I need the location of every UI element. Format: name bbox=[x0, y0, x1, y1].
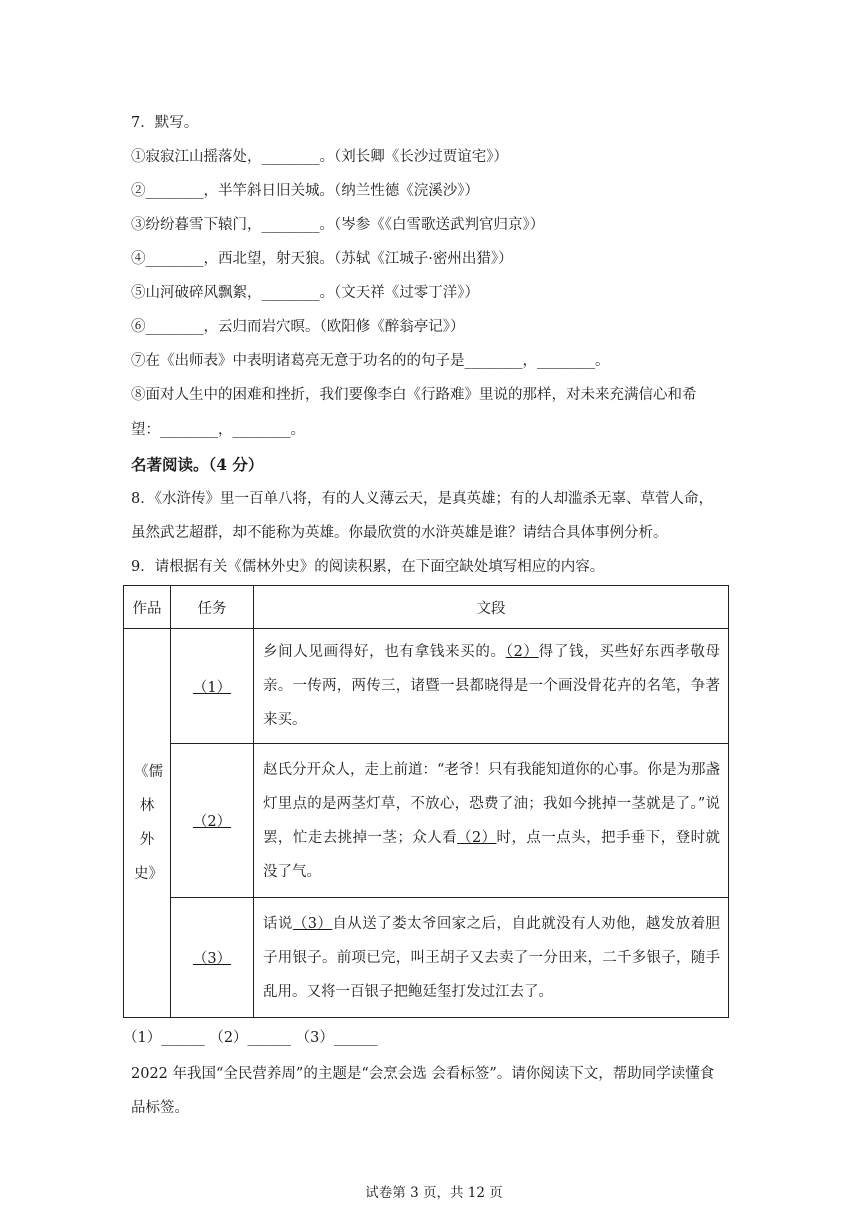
table-header-row bbox=[124, 586, 729, 629]
passage-blank-mark: （2） bbox=[505, 644, 539, 660]
dictation-item-3: ③纷纷暮雪下辕门，________。（岑参《《白雪歌送武判官归京》） bbox=[131, 217, 545, 233]
passage-blank-mark: （3） bbox=[292, 915, 333, 932]
table-row bbox=[124, 629, 729, 744]
work-name: 《儒林外史》 bbox=[134, 764, 163, 882]
question-8-line-2: 虽然武艺超群，却不能称为英雄。你最欣赏的水浒英雄是谁？请结合具体事例分析。 bbox=[131, 525, 668, 541]
intro-line-2: 品标签。 bbox=[131, 1100, 189, 1116]
passage-text: 得了钱，买些好东西孝敬母亲。一传两，两传三，诸暨一县都晓得是一个画没骨花卉的名笔，争著来买。 bbox=[263, 644, 721, 728]
passage-cell bbox=[254, 744, 729, 898]
intro-line-1: 2022 年我国“全民营养周”的主题是“会烹会选 会看标签”。请你阅读下文，帮助同学读懂食 bbox=[131, 1066, 715, 1082]
page-footer: 试卷第 3 页，共 12 页 bbox=[365, 1185, 503, 1201]
header-passage: 文段 bbox=[254, 586, 729, 629]
reading-table bbox=[123, 585, 729, 1018]
question-7-title: 7．默写。 bbox=[131, 115, 199, 131]
dictation-item-2: ②________，半竿斜日旧关城。（纳兰性德《浣溪沙》） bbox=[131, 183, 479, 199]
task-cell bbox=[171, 629, 254, 744]
dictation-item-7: ⑦在《出师表》中表明诸葛亮无意于功名的的句子是________，________。 bbox=[131, 353, 610, 369]
task-cell bbox=[171, 898, 254, 1018]
answer-blanks: （1）______ （2）______ （3）______ bbox=[123, 1030, 378, 1046]
work-cell bbox=[124, 629, 171, 1018]
dictation-item-8-cont: 望：________，________。 bbox=[131, 422, 305, 438]
header-task: 任务 bbox=[171, 586, 254, 629]
passage-text: 乡间人见画得好，也有拿钱来买的。 bbox=[263, 644, 506, 660]
passage-text: 自从送了娄太爷回家之后，自此就没有人劝他，越发放着胆子用银子。前项已完，叫王胡子又去卖了一分田来，二千多银子，随手乱用。又将一百银子把鲍廷玺打发过江去了。 bbox=[263, 915, 721, 1000]
table-row bbox=[124, 898, 729, 1018]
passage-text: 赵氏分开众人，走上前道：“老爷！只有我能知道你的心事。你是为那盏灯里点的是两茎灯草，不放心，恐费了油；我如今挑掉一茎就是了。”说罢，忙走去挑掉一茎；众人看 bbox=[263, 761, 720, 846]
header-work: 作品 bbox=[124, 586, 171, 629]
dictation-item-4: ④________，西北望，射天狼。（苏轼《江城子·密州出猎》） bbox=[131, 251, 513, 267]
task-label: （3） bbox=[192, 951, 232, 967]
dictation-item-1: ①寂寂江山摇落处，________。（刘长卿《长沙过贾谊宅》） bbox=[131, 149, 508, 165]
dictation-item-5: ⑤山河破碎风飘絮，________。（文天祥《过零丁洋》） bbox=[131, 285, 479, 301]
task-label: （2） bbox=[192, 814, 232, 830]
task-label: （1） bbox=[192, 679, 232, 696]
question-9-title: 9．请根据有关《儒林外史》的阅读积累，在下面空缺处填写相应的内容。 bbox=[131, 559, 605, 575]
passage-text: 话说 bbox=[263, 915, 293, 932]
passage-cell bbox=[254, 898, 729, 1018]
passage-blank-mark: （2） bbox=[457, 829, 497, 846]
dictation-item-6: ⑥________，云归而岩穴暝。（欧阳修《醉翁亭记》） bbox=[131, 319, 465, 335]
table-row bbox=[124, 744, 729, 898]
section-title: 名著阅读。（4 分） bbox=[131, 455, 264, 474]
passage-cell bbox=[254, 629, 729, 744]
question-8-line-1: 8．《水浒传》里一百单八将，有的人义薄云天，是真英雄；有的人却滥杀无辜、草菅人命， bbox=[131, 491, 713, 507]
dictation-item-8: ⑧面对人生中的困难和挫折，我们要像李白《行路难》里说的那样，对未来充满信心和希 bbox=[131, 387, 697, 403]
passage-text: 时，点一点头，把手垂下，登时就没了气。 bbox=[263, 829, 721, 880]
task-cell bbox=[171, 744, 254, 898]
